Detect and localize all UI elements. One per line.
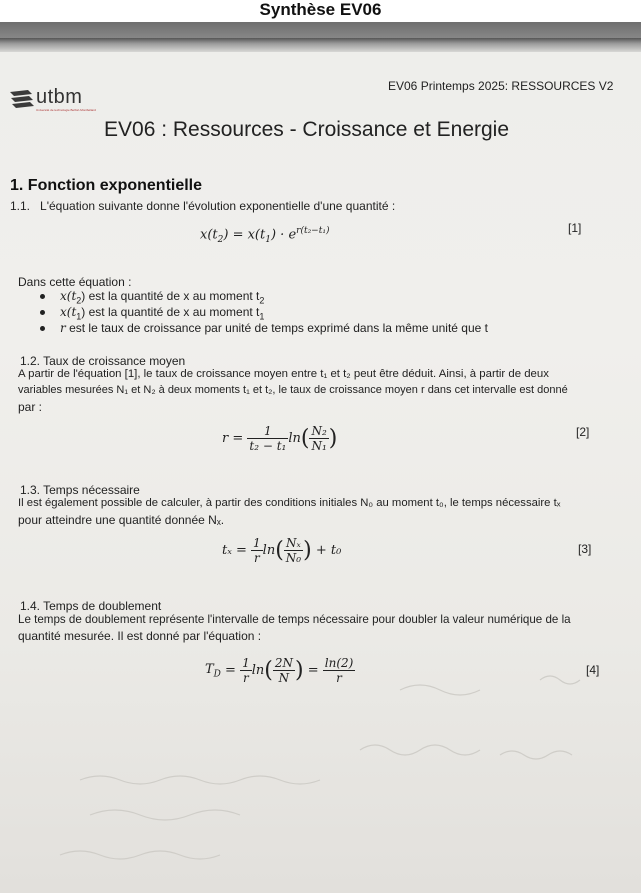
logo-subtext: Université de technologie Belfort-Montbéliard [36,108,96,112]
list-item-text: est le taux de croissance par unité de temps exprimé dans la même unité que t [65,321,488,335]
utbm-logo [8,86,96,114]
bullet-icon [40,294,45,299]
fraction-denominator: t₂ − t₁ [249,439,287,453]
fraction-numerator: 2N [274,656,293,670]
list-item: $x(t_1)$ est la quantité de x au moment $t_1$ [40,305,264,321]
fraction-denominator: N₀ [285,551,302,565]
subsection-text: L'équation suivante donne l'évolution exponentielle d'une quantité : [40,199,396,213]
list-item [40,321,488,335]
section-heading: 1. Fonction exponentielle [10,177,203,194]
list-item-math: x(t [60,305,77,319]
eq2-lhs: r = [222,431,244,446]
equation-4: $T_D$ = $\frac{1}{r}$ ln( $\frac{2N}{N}$ ) = $\frac{\ln(2)}{r}$ [205,656,354,685]
equation-number: [1] [568,221,582,235]
subsection-heading: 1.4. Temps de doublement [20,599,162,613]
paragraph-line: Le temps de doublement représente l'intervalle de temps nécessaire pour doubler la valeur numérique de la [18,613,571,626]
fraction-denominator: r [336,671,342,685]
document-title: EV06 : Ressources - Croissance et Energie [104,118,510,141]
fraction-numerator: 1 [247,424,288,439]
header-right: EV06 Printemps 2025: RESSOURCES V2 [388,79,614,93]
equation-1: $x(t_2) = x(t_1) \cdot e^{r(t_2-t_1)}$ [200,226,330,245]
equation-number: [3] [578,542,592,556]
subsection-heading: 1.3. Temps nécessaire [20,483,140,497]
bullet-icon [40,310,45,315]
bullet-icon [40,326,45,331]
equation-number: [4] [586,663,600,677]
paragraph-line: par : [18,400,43,414]
eq4-equals: = [307,663,319,678]
subsection-label: 1.1. [10,199,31,213]
eq4-lhs: T [205,661,214,677]
paragraph-line: variables mesurées N₁ et N₂ à deux moments t₁ et t₂, le taux de croissance moyen r dans cet intervalle est donné [18,384,568,396]
fraction-numerator: 1 [242,656,250,670]
fraction-numerator: Nₓ [284,536,303,551]
fraction-denominator: r [243,671,249,685]
eq3-tail: + t₀ [315,543,342,558]
eq1-part: ) · e [270,227,297,243]
list-item-math: x(t [60,289,77,303]
subsection-1-1 [10,199,395,213]
equation-2: r = $\frac{1}{\text{t₂ − t₁}}$ ln( $\frac{\text{N₂}}{\text{N₁}}$ ) [222,424,338,453]
eq1-exponent: r(t₂−t₁) [296,226,330,236]
paper-fold-shadow [0,38,641,52]
body-text: Dans cette équation : [18,275,132,289]
fraction-denominator: r [253,551,260,565]
fraction-numerator: ln(2) [324,656,354,670]
equation-number: [2] [576,425,590,439]
fraction-denominator: N₁ [311,439,327,453]
eq4-lhs-sub: D [213,669,221,680]
logo-text: utbm [36,86,83,108]
paragraph-line: Il est également possible de calculer, à partir des conditions initiales N₀ au moment t₀, le temps nécessaire tₓ [18,497,561,509]
list-item-text: ) est la quantité de x au moment t [81,289,260,303]
equation-3: tₓ = $\frac{1}{r}$ ln( $\frac{\text{Nₓ}}{\text{N₀}}$ ) + t₀ [222,536,342,565]
list-item-math: r [60,321,66,335]
paragraph-line: quantité mesurée. Il est donné par l'équation : [18,629,262,643]
eq4-equals: = [225,663,236,678]
eq1-part: ) = x(t [223,227,266,243]
eq1-part: x(t [200,227,218,243]
utbm-logo-icon [8,88,36,110]
eq3-ln: ln [262,543,276,558]
paragraph-line: pour atteindre une quantité donnée Nₓ. [18,513,225,527]
fraction-denominator: N [278,671,290,685]
eq3-lhs: tₓ = [222,543,247,558]
eq2-ln: ln [288,431,301,446]
subsection-heading: 1.2. Taux de croissance moyen [20,354,186,368]
paragraph-line: A partir de l'équation [1], le taux de croissance moyen entre t₁ et t₂ peut être déduit. Ainsi, à partir de deux [18,368,549,380]
list-item: $x(t_2)$ est la quantité de x au moment $t_2$ [40,289,264,305]
fraction-numerator: N₂ [311,424,327,438]
page-title: Synthèse EV06 [0,0,641,30]
fraction-numerator: 1 [253,536,261,550]
eq4-ln: ln [251,663,265,678]
list-item-text: ) est la quantité de x au moment t [81,305,260,319]
reverse-side-show-through [0,640,641,893]
